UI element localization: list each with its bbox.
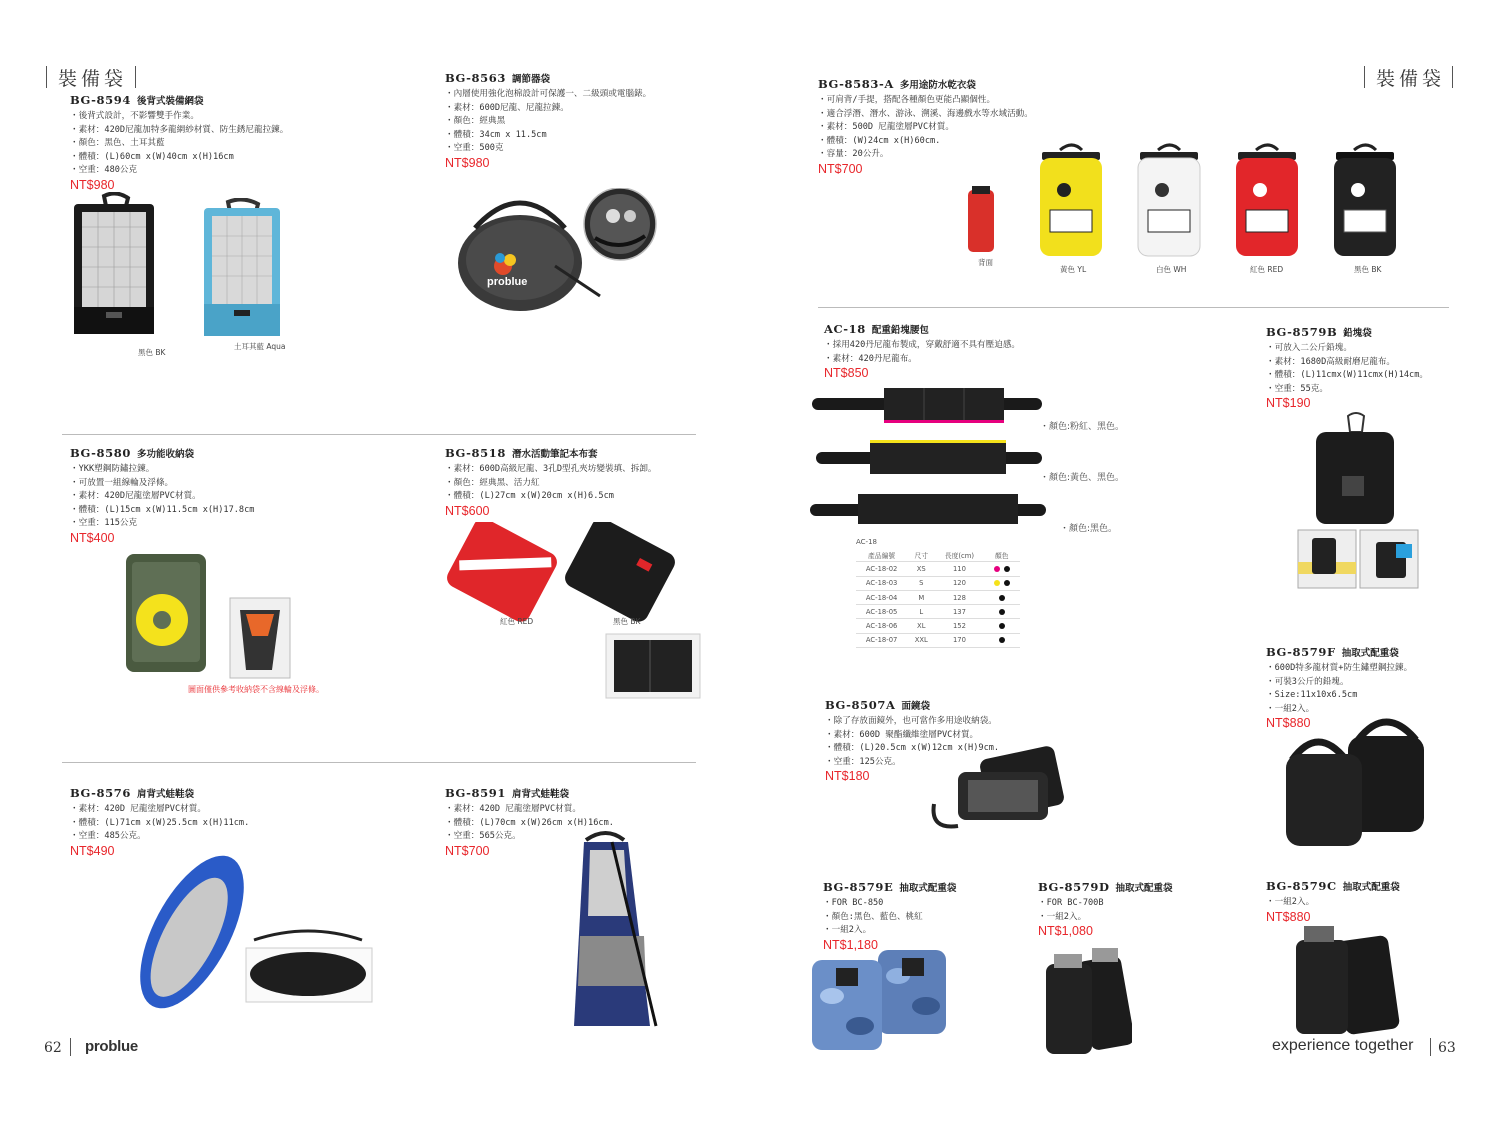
product-title: BG-8583-A 多用途防水乾衣袋 <box>818 77 976 91</box>
tagline: experience together <box>1272 1037 1414 1054</box>
caption: 土耳其藍 Aqua <box>234 342 286 351</box>
divider <box>46 66 47 88</box>
product-title: AC-18 配重鉛塊腰包 <box>824 322 929 336</box>
spec-list: ・ 素材：420D 尼龍塗層PVC材質。 ・ 體積：(L)70cm x(W)26cm x(H)16cm. ・ 空重：565公克。 <box>445 803 614 844</box>
price: NT$880 <box>1266 716 1311 731</box>
table-title: AC-18 <box>856 538 877 546</box>
spec-list: ・ 素材：600D高級尼龍、3孔D型孔夾坊變裝填、拆卸。 ・ 顏色：經典黑、活力紅 ・ 體積：(L)27cm x(W)20cm x(H)6.5cm <box>445 463 657 504</box>
price: NT$490 <box>70 843 115 858</box>
product-bg-8579c <box>1266 879 1400 924</box>
price: NT$1,080 <box>1038 924 1093 939</box>
caption: 黑色 BK <box>613 617 641 626</box>
table-row: AC-18-05 L 137 <box>856 605 1020 619</box>
caption: 紅色 RED <box>1250 265 1284 274</box>
notebook-covers-image <box>446 522 706 702</box>
spec-list: ・ 素材：420D 尼龍塗層PVC材質。 ・ 體積：(L)71cm x(W)25.5cm x(H)11cm. ・ 空重：485公克。 <box>70 803 249 844</box>
caption: 白色 WH <box>1156 265 1187 274</box>
spec-list: ・ 內層使用強化泡棉設計可保護一、二級頭或電腦錶。 ・ 素材：600D尼龍、尼龍拉鍊。 ・ 顏色：經典黑 ・ 體積：34cm x 11.5cm ・ 空重：500克 <box>445 88 651 156</box>
table-row: AC-18-02 XS 110 <box>856 562 1020 576</box>
product-bg-8579b <box>1266 325 1428 410</box>
camo-weight-pouches-image <box>808 946 954 1056</box>
spec-list: ・ 後背式設計，不影響雙手作業。 ・ 素材：420D尼龍加特多龍網紗材質、防生銹尼龍拉鍊。 ・ 顏色：黑色、土耳其藍 ・ 體積：(L)60cm x(W)40cm x(H)16cm ・ 空重：480公克 <box>70 110 288 178</box>
divider <box>1430 1038 1431 1056</box>
table-row: AC-18-04 M 128 <box>856 590 1020 604</box>
divider <box>135 66 136 88</box>
fin-bag-backpack-image <box>566 826 666 1036</box>
caption: ・顏色:黃色、黑色。 <box>1040 473 1125 483</box>
product-title: BG-8507A 面鏡袋 <box>825 698 930 712</box>
weight-pockets-image <box>1040 944 1132 1056</box>
spec-list: ・ 可肩背/手提，搭配各種顏色更能凸顯個性。 ・ 適合浮潛、潛水、游泳、溯溪、海邊戲水等水域活動。 ・ 素材：500D 尼龍塗層PVC材質。 ・ 體積：(W)24cm x(H)60cm. ・ 容量：20公升。 <box>818 94 1033 162</box>
divider <box>1452 66 1453 88</box>
price: NT$180 <box>825 769 870 784</box>
dry-bags-image <box>960 140 1420 265</box>
product-title: BG-8594 後背式裝備網袋 <box>70 93 204 107</box>
backpack-aqua-image <box>198 198 288 340</box>
caption: 背面 <box>978 258 993 267</box>
regulator-bag-image <box>455 188 665 313</box>
caption: 紅色 RED <box>500 617 534 626</box>
price: NT$700 <box>445 843 490 858</box>
product-title: BG-8518 潛水活動筆記本布套 <box>445 446 598 460</box>
caption: 黑色 BK <box>138 348 166 357</box>
spec-list: ・ 可放入二公斤鉛塊。 ・ 素材：1680D高級耐磨尼龍布。 ・ 體積：(L)11cmx(W)11cmx(H)14cm。 ・ 空重：55克。 <box>1266 342 1428 396</box>
caption: 黃色 YL <box>1060 265 1087 274</box>
product-bg-8579e <box>823 880 956 952</box>
product-title: BG-8579C 抽取式配重袋 <box>1266 879 1400 893</box>
product-bg-8518 <box>445 446 657 518</box>
reel-bag-image <box>122 550 294 680</box>
size-table <box>856 538 1020 648</box>
product-title: BG-8579B 鉛塊袋 <box>1266 325 1372 339</box>
spec-list: ・ 採用420丹尼龍布製成，穿戴舒適不具有壓迫感。 ・ 素材：420丹尼龍布。 <box>824 339 1020 366</box>
section-title-right: 裝備袋 <box>1376 68 1446 90</box>
spec-list: ・ FOR BC-850 ・ 顏色:黑色、藍色、桃紅 ・ 一組2入。 <box>823 897 956 938</box>
spec-list: ・ YKK塑鋼防鏽拉鍊。 ・ 可放置一組線輪及浮條。 ・ 素材：420D尼龍塗層PVC材質。 ・ 體積：(L)15cm x(W)11.5cm x(H)17.8cm ・ 空重：115公克 <box>70 463 254 531</box>
caption: ・顏色:黑色。 <box>1060 524 1118 534</box>
spec-list: ・ 600D特多龍材質+防生鏽塑鋼拉鍊。 ・ 可裝3公斤的鉛塊。 ・ Size:11x10x6.5cm ・ 一組2入。 <box>1266 662 1412 716</box>
caption: 黑色 BK <box>1354 265 1382 274</box>
price: NT$700 <box>818 161 863 176</box>
brand-logo: problue <box>85 1038 138 1055</box>
table-row: AC-18-06 XL 152 <box>856 619 1020 633</box>
product-bg-8563 <box>445 71 651 170</box>
section-title-left: 裝備袋 <box>58 68 128 90</box>
backpack-black-image <box>66 192 166 342</box>
spec-list: ・ 除了存放面鏡外，也可當作多用途收納袋。 ・ 素材：600D 聚酯纖維塗層PVC材質。 ・ 體積：(L)20.5cm x(W)12cm x(H)9cm. ・ 空重：125公克。 <box>825 715 999 769</box>
section-rule <box>62 434 696 435</box>
divider <box>1364 66 1365 88</box>
spec-list: ・ 一組2入。 <box>1266 896 1400 910</box>
price: NT$880 <box>1266 909 1311 924</box>
price: NT$980 <box>70 177 115 192</box>
price: NT$190 <box>1266 396 1311 411</box>
product-title: BG-8579F 抽取式配重袋 <box>1266 645 1399 659</box>
product-title: BG-8579E 抽取式配重袋 <box>823 880 957 894</box>
product-ac-18 <box>824 322 1020 380</box>
product-title: BG-8579D 抽取式配重袋 <box>1038 880 1173 894</box>
price: NT$980 <box>445 155 490 170</box>
price: NT$1,180 <box>823 937 878 952</box>
weight-pockets-c-image <box>1290 922 1402 1040</box>
page-number-right: 63 <box>1438 1040 1456 1056</box>
price: NT$400 <box>70 530 115 545</box>
weight-belts-image <box>808 384 1048 524</box>
table-row: AC-18-07 XXL 170 <box>856 633 1020 647</box>
product-title: BG-8591 肩背式蛙鞋袋 <box>445 786 569 800</box>
product-bg-8580 <box>70 446 254 545</box>
page-number-left: 62 <box>44 1040 62 1056</box>
spec-list: ・ FOR BC-700B ・ 一組2入。 <box>1038 897 1173 924</box>
product-title: BG-8580 多功能收納袋 <box>70 446 194 460</box>
caption: ・顏色:粉紅、黑色。 <box>1040 422 1125 432</box>
note: 圖面僅供參考收納袋不含線輪及浮條。 <box>188 685 324 694</box>
weight-pouch-image <box>1296 410 1422 590</box>
product-title: BG-8576 肩背式蛙鞋袋 <box>70 786 194 800</box>
weight-bags-pair-image <box>1282 710 1428 848</box>
bag-logo: problue <box>487 276 528 288</box>
product-bg-8576 <box>70 786 249 858</box>
mask-bag-image <box>928 744 1064 836</box>
price: NT$600 <box>445 503 490 518</box>
product-bg-8594 <box>70 93 288 192</box>
table-header-row: 產品編號 尺寸 長度(cm) 顏色 <box>856 548 1020 562</box>
section-rule <box>62 762 696 763</box>
table-row: AC-18-03 S 120 <box>856 576 1020 590</box>
fin-bag-shoulder-image <box>130 848 374 1020</box>
product-bg-8579d <box>1038 880 1173 938</box>
product-title: BG-8563 調節器袋 <box>445 71 550 85</box>
price: NT$850 <box>824 366 869 381</box>
divider <box>70 1038 71 1056</box>
section-rule <box>818 307 1449 308</box>
